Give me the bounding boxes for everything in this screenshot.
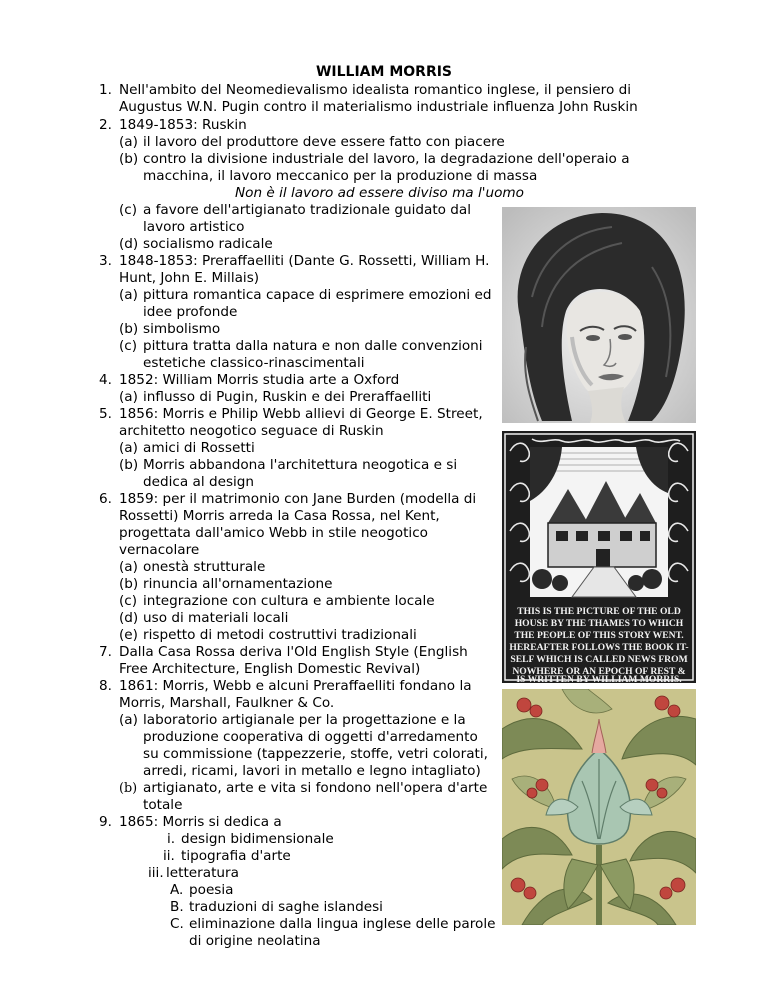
item-6-line-3: progettata dall'amico Webb in stile neogotico <box>119 525 428 541</box>
item-5a-line-1: amici di Rossetti <box>143 440 255 456</box>
caption-line-3: THE PEOPLE OF THIS STORY WENT. <box>514 630 684 641</box>
item-9-A-marker: A. <box>170 882 184 898</box>
item-1-line-1: Nell'ambito del Neomedievalismo idealista romantico inglese, il pensiero di <box>119 82 631 98</box>
item-6e-line-1: rispetto di metodi costruttivi tradizionali <box>143 627 417 643</box>
book-page-image <box>502 431 696 683</box>
item-4a-line-1: influsso di Pugin, Ruskin e dei Preraffaelliti <box>143 389 432 405</box>
item-2a-line-1: il lavoro del produttore deve essere fatto con piacere <box>143 134 505 150</box>
item-6c-line-1: integrazione con cultura e ambiente locale <box>143 593 435 609</box>
item-2d-marker: (d) <box>119 236 139 252</box>
item-5-line-2: architetto neogotico seguace di Ruskin <box>119 423 384 439</box>
item-6-line-2: Rossetti) Morris arreda la Casa Rossa, nel Kent, <box>119 508 440 524</box>
item-6b-line-1: rinuncia all'ornamentazione <box>143 576 333 592</box>
item-2c-line-1: a favore dell'artigianato tradizionale guidato dal <box>143 202 472 218</box>
item-8-marker: 8. <box>99 678 112 694</box>
item-2b-line-1: contro la divisione industriale del lavoro, la degradazione dell'operaio a <box>143 151 630 167</box>
caption-line-7: IS WRITTEN BY WILLIAM MORRIS. <box>516 674 682 683</box>
item-3a-line-1: pittura romantica capace di esprimere emozioni ed <box>143 287 492 303</box>
item-8b-marker: (b) <box>119 781 138 796</box>
item-2c-line-2: lavoro artistico <box>143 219 245 235</box>
item-2b-line-2: macchina, il lavoro meccanico per la produzione di massa <box>143 168 538 184</box>
item-4a-marker: (a) <box>119 389 138 405</box>
item-9-C-marker: C. <box>170 916 184 932</box>
caption-line-6: NOWHERE OR AN EPOCH OF REST & <box>512 666 686 677</box>
item-7-marker: 7. <box>99 644 112 660</box>
item-9-i-text: design bidimensionale <box>181 831 334 847</box>
ruskin-quote: Non è il lavoro ad essere diviso ma l'uomo <box>235 185 524 201</box>
item-6b-marker: (b) <box>119 576 139 592</box>
item-6d-marker: (d) <box>119 610 139 626</box>
item-2b-marker: (b) <box>119 151 139 167</box>
item-9-i-marker: i. <box>167 831 176 847</box>
item-5b-line-1: Morris abbandona l'architettura neogotica e si <box>143 457 458 473</box>
item-9-B-marker: B. <box>170 899 184 915</box>
item-9-A-line-1: poesia <box>189 882 234 898</box>
item-6a-line-1: onestà strutturale <box>143 559 266 575</box>
item-9-marker: 9. <box>99 814 112 830</box>
item-2a-marker: (a) <box>119 134 138 150</box>
artichoke-tapestry-image <box>502 689 696 925</box>
item-9-iii-text: letteratura <box>166 865 239 881</box>
item-3-line-1: 1848-1853: Preraffaelliti (Dante G. Rossetti, William H. <box>119 253 490 269</box>
item-3a-marker: (a) <box>119 287 138 303</box>
item-3b-line-1: simbolismo <box>143 321 221 337</box>
item-8a-line-2: produzione cooperativa di oggetti d'arredamento <box>143 729 478 745</box>
item-9-iii-marker: iii. <box>148 865 164 881</box>
item-9-line-1: 1865: Morris si dedica a <box>119 814 282 830</box>
item-5b-line-2: dedica al design <box>143 474 255 490</box>
caption-line-4: HEREAFTER FOLLOWS THE BOOK IT- <box>509 642 689 653</box>
item-9-C-line-2: di origine neolatina <box>189 933 321 949</box>
item-3b-marker: (b) <box>119 321 139 337</box>
item-9-ii-text: tipografia d'arte <box>181 848 291 864</box>
item-1-marker: 1. <box>99 82 112 98</box>
item-1-line-2: Augustus W.N. Pugin contro il materialismo industriale influenza John Ruskin <box>119 99 638 115</box>
item-8a-line-3: su commissione (tappezzerie, stoffe, vetri colorati, <box>143 746 488 762</box>
item-2d-line-1: socialismo radicale <box>143 236 273 252</box>
item-5-line-1: 1856: Morris e Philip Webb allievi di George E. Street, <box>119 406 483 422</box>
item-6a-marker: (a) <box>119 559 138 575</box>
item-6-line-4: vernacolare <box>119 542 200 558</box>
item-3-marker: 3. <box>99 253 112 269</box>
item-3c-line-2: estetiche classico-rinascimentali <box>143 355 365 371</box>
caption-line-2: HOUSE BY THE THAMES TO WHICH <box>514 618 684 629</box>
caption-line-5: SELF WHICH IS CALLED NEWS FROM <box>510 654 688 665</box>
item-7-line-2: Free Architecture, English Domestic Revival) <box>119 661 421 677</box>
item-5a-marker: (a) <box>119 440 138 456</box>
item-4-line-1: 1852: William Morris studia arte a Oxford <box>119 372 400 388</box>
item-8a-marker: (a) <box>119 712 138 728</box>
page-title: WILLIAM MORRIS <box>315 64 453 80</box>
item-3c-line-1: pittura tratta dalla natura e non dalle convenzioni <box>143 338 483 354</box>
item-2-line-1: 1849-1853: Ruskin <box>119 117 247 133</box>
item-8-line-2: Morris, Marshall, Faulkner & Co. <box>119 695 335 711</box>
item-3c-marker: (c) <box>119 338 138 354</box>
item-2c-marker: (c) <box>119 202 138 218</box>
portrait-image <box>502 207 696 423</box>
item-7-line-1: Dalla Casa Rossa deriva l'Old English Style (English <box>119 644 468 660</box>
item-2-marker: 2. <box>99 117 112 133</box>
item-3a-line-2: idee profonde <box>143 304 238 320</box>
item-3-line-2: Hunt, John E. Millais) <box>119 270 260 286</box>
item-9-C-line-1: eliminazione dalla lingua inglese delle parole <box>189 916 496 932</box>
item-4-marker: 4. <box>99 372 112 388</box>
item-8-line-1: 1861: Morris, Webb e alcuni Preraffaelliti fondano la <box>119 678 472 694</box>
book-caption <box>509 606 688 683</box>
item-5b-marker: (b) <box>119 457 139 473</box>
item-8a-line-4: arredi, ricami, lavori in metallo e legno intagliato) <box>143 763 481 779</box>
item-6d-line-1: uso di materiali locali <box>143 610 289 626</box>
item-9-ii-marker: ii. <box>163 848 175 864</box>
item-8b-line-2: totale <box>143 797 183 813</box>
item-8b-line-1: artigianato, arte e vita si fondono nell'opera d'arte <box>143 780 488 796</box>
item-5-marker: 5. <box>99 406 112 422</box>
item-8a-line-1: laboratorio artigianale per la progettazione e la <box>143 712 466 728</box>
item-6e-marker: (e) <box>119 627 138 643</box>
item-9-B-line-1: traduzioni di saghe islandesi <box>189 899 383 915</box>
item-6-line-1: 1859: per il matrimonio con Jane Burden (modella di <box>119 491 477 507</box>
item-6c-marker: (c) <box>119 593 138 609</box>
caption-line-1: THIS IS THE PICTURE OF THE OLD <box>517 606 681 617</box>
item-6-marker: 6. <box>99 491 112 507</box>
